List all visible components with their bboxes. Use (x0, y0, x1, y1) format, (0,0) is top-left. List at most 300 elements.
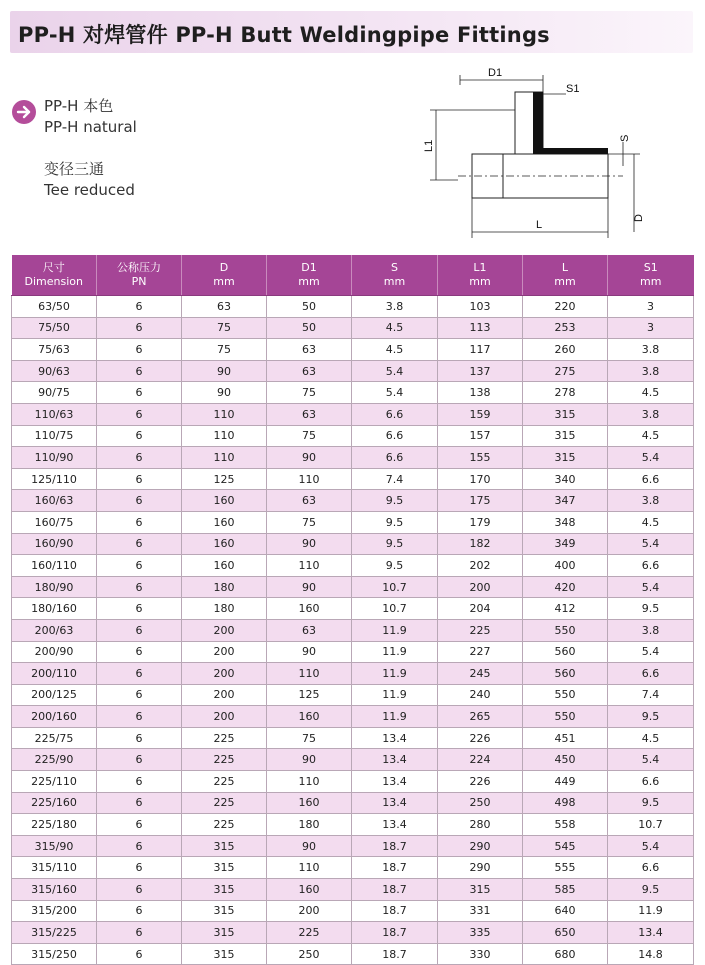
table-cell: 160 (182, 490, 267, 512)
table-row (12, 706, 694, 728)
table-cell: 110/75 (12, 425, 97, 447)
table-cell: 3 (608, 317, 694, 339)
arrow-right-circle-icon (12, 100, 36, 124)
table-cell: 75 (267, 382, 352, 404)
table-cell: 75 (267, 727, 352, 749)
table-cell: 6 (97, 663, 182, 685)
table-row (12, 857, 694, 879)
table-row (12, 641, 694, 663)
table-row (12, 468, 694, 490)
dim-label-l1: L1 (423, 139, 435, 152)
column-header-unit: mm (383, 275, 406, 288)
table-row (12, 576, 694, 598)
table-cell: 245 (438, 663, 523, 685)
table-cell: 200/110 (12, 663, 97, 685)
table-cell: 110/63 (12, 403, 97, 425)
column-header-unit: mm (554, 275, 576, 288)
table-cell: 6.6 (608, 771, 694, 793)
table-cell: 6 (97, 425, 182, 447)
table-cell: 200 (182, 619, 267, 641)
table-cell: 110 (182, 425, 267, 447)
table-cell: 225/110 (12, 771, 97, 793)
table-cell: 4.5 (608, 727, 694, 749)
column-header-label: S1 (643, 261, 658, 274)
table-cell: 280 (438, 814, 523, 836)
table-cell: 6 (97, 339, 182, 361)
table-cell: 18.7 (352, 835, 438, 857)
table-cell: 225/75 (12, 727, 97, 749)
column-header (267, 255, 352, 296)
table-cell: 90/63 (12, 360, 97, 382)
table-cell: 200/125 (12, 684, 97, 706)
table-cell: 315/110 (12, 857, 97, 879)
table-cell: 11.9 (352, 663, 438, 685)
table-cell: 4.5 (608, 511, 694, 533)
table-cell: 63 (267, 490, 352, 512)
product-info (44, 159, 135, 201)
table-row (12, 296, 694, 318)
table-row (12, 425, 694, 447)
table-row (12, 447, 694, 469)
material-label-cn: PP-H 本色 (44, 97, 114, 115)
table-cell: 202 (438, 555, 523, 577)
table-cell: 315 (523, 447, 608, 469)
table-cell: 6 (97, 555, 182, 577)
table-cell: 250 (438, 792, 523, 814)
table-cell: 400 (523, 555, 608, 577)
table-cell: 125/110 (12, 468, 97, 490)
table-cell: 6.6 (352, 447, 438, 469)
table-body (12, 296, 694, 965)
table-cell: 3.8 (608, 619, 694, 641)
column-header (352, 255, 438, 296)
table-cell: 110 (267, 771, 352, 793)
table-cell: 179 (438, 511, 523, 533)
table-row (12, 835, 694, 857)
table-cell: 160/90 (12, 533, 97, 555)
table-cell: 110 (267, 857, 352, 879)
table-cell: 75/63 (12, 339, 97, 361)
table-cell: 175 (438, 490, 523, 512)
table-cell: 75 (267, 425, 352, 447)
table-cell: 315 (523, 403, 608, 425)
table-row (12, 663, 694, 685)
table-cell: 4.5 (608, 425, 694, 447)
table-cell: 278 (523, 382, 608, 404)
table-cell: 110 (182, 403, 267, 425)
table-cell: 6 (97, 684, 182, 706)
table-cell: 50 (267, 296, 352, 318)
table-cell: 6.6 (608, 468, 694, 490)
table-cell: 6.6 (352, 425, 438, 447)
table-cell: 5.4 (608, 533, 694, 555)
table-cell: 6 (97, 317, 182, 339)
table-cell: 4.5 (608, 382, 694, 404)
table-cell: 200/90 (12, 641, 97, 663)
dim-label-d: D (633, 214, 645, 222)
table-cell: 226 (438, 771, 523, 793)
table-cell: 225 (182, 771, 267, 793)
column-header (12, 255, 97, 296)
table-cell: 110/90 (12, 447, 97, 469)
table-cell: 290 (438, 857, 523, 879)
column-header-label: 公称压力 (117, 261, 161, 274)
table-row (12, 900, 694, 922)
table-cell: 6 (97, 533, 182, 555)
table-cell: 558 (523, 814, 608, 836)
table-cell: 63 (182, 296, 267, 318)
table-cell: 3.8 (608, 490, 694, 512)
table-row (12, 879, 694, 901)
table-cell: 225/180 (12, 814, 97, 836)
table-cell: 347 (523, 490, 608, 512)
column-header-label: D1 (301, 261, 317, 274)
table-row (12, 403, 694, 425)
table-cell: 160/63 (12, 490, 97, 512)
table-cell: 11.9 (352, 641, 438, 663)
table-cell: 253 (523, 317, 608, 339)
table-cell: 18.7 (352, 900, 438, 922)
table-row (12, 814, 694, 836)
table-row (12, 555, 694, 577)
table-cell: 10.7 (608, 814, 694, 836)
table-cell: 680 (523, 943, 608, 965)
table-cell: 6.6 (608, 857, 694, 879)
table-cell: 110 (267, 555, 352, 577)
product-label-en: Tee reduced (44, 181, 135, 199)
column-header (182, 255, 267, 296)
table-row (12, 792, 694, 814)
table-cell: 260 (523, 339, 608, 361)
table-row (12, 511, 694, 533)
table-cell: 6 (97, 749, 182, 771)
table-row (12, 771, 694, 793)
column-header-label: L1 (473, 261, 487, 274)
table-cell: 225 (438, 619, 523, 641)
table-cell: 225 (267, 922, 352, 944)
table-cell: 6 (97, 576, 182, 598)
table-cell: 13.4 (352, 771, 438, 793)
table-cell: 240 (438, 684, 523, 706)
table-cell: 315 (182, 900, 267, 922)
table-cell: 180 (267, 814, 352, 836)
table-cell: 9.5 (352, 533, 438, 555)
table-cell: 160 (182, 555, 267, 577)
table-cell: 160 (182, 533, 267, 555)
table-cell: 6 (97, 879, 182, 901)
table-cell: 13.4 (352, 792, 438, 814)
table-cell: 412 (523, 598, 608, 620)
table-cell: 11.9 (352, 706, 438, 728)
column-header-label: 尺寸 (42, 261, 65, 274)
table-cell: 7.4 (608, 684, 694, 706)
table-cell: 160 (267, 879, 352, 901)
table-cell: 125 (267, 684, 352, 706)
table-cell: 7.4 (352, 468, 438, 490)
table-cell: 11.9 (352, 684, 438, 706)
table-cell: 3.8 (352, 296, 438, 318)
table-cell: 90 (267, 835, 352, 857)
table-cell: 225 (182, 727, 267, 749)
table-cell: 117 (438, 339, 523, 361)
table-cell: 125 (182, 468, 267, 490)
table-cell: 315 (182, 857, 267, 879)
table-cell: 90 (267, 641, 352, 663)
table-cell: 5.4 (352, 360, 438, 382)
column-header-unit: mm (640, 275, 662, 288)
table-cell: 5.4 (608, 447, 694, 469)
table-cell: 18.7 (352, 943, 438, 965)
table-cell: 6 (97, 727, 182, 749)
table-cell: 331 (438, 900, 523, 922)
table-cell: 265 (438, 706, 523, 728)
table-cell: 225/160 (12, 792, 97, 814)
dim-label-s1: S1 (566, 83, 580, 95)
table-cell: 315/90 (12, 835, 97, 857)
table-cell: 137 (438, 360, 523, 382)
column-header-unit: PN (131, 275, 147, 288)
table-cell: 275 (523, 360, 608, 382)
table-cell: 550 (523, 706, 608, 728)
table-cell: 498 (523, 792, 608, 814)
table-cell: 10.7 (352, 576, 438, 598)
table-cell: 315 (182, 943, 267, 965)
table-cell: 449 (523, 771, 608, 793)
table-cell: 90 (267, 447, 352, 469)
table-cell: 9.5 (608, 792, 694, 814)
table-cell: 157 (438, 425, 523, 447)
table-cell: 3.8 (608, 403, 694, 425)
table-cell: 11.9 (608, 900, 694, 922)
table-cell: 225 (182, 792, 267, 814)
table-cell: 550 (523, 619, 608, 641)
table-cell: 75 (182, 339, 267, 361)
table-cell: 6 (97, 641, 182, 663)
table-cell: 224 (438, 749, 523, 771)
table-cell: 200/63 (12, 619, 97, 641)
table-cell: 18.7 (352, 879, 438, 901)
table-cell: 5.4 (352, 382, 438, 404)
wall-thickness-top (543, 148, 608, 154)
table-cell: 585 (523, 879, 608, 901)
table-cell: 6 (97, 360, 182, 382)
table-cell: 335 (438, 922, 523, 944)
table-cell: 6 (97, 511, 182, 533)
table-cell: 90/75 (12, 382, 97, 404)
table-row (12, 598, 694, 620)
table-cell: 63 (267, 339, 352, 361)
table-cell: 180 (182, 598, 267, 620)
table-cell: 650 (523, 922, 608, 944)
table-cell: 50 (267, 317, 352, 339)
column-header-label: L (561, 261, 569, 274)
table-cell: 110 (182, 447, 267, 469)
table-cell: 6 (97, 490, 182, 512)
table-cell: 6.6 (608, 663, 694, 685)
table-row (12, 533, 694, 555)
dim-label-d1: D1 (488, 67, 503, 79)
column-header-unit: mm (298, 275, 320, 288)
column-header-unit: mm (469, 275, 491, 288)
table-cell: 200 (182, 641, 267, 663)
table-cell: 13.4 (352, 727, 438, 749)
material-label-en: PP-H natural (44, 118, 137, 136)
table-cell: 315/250 (12, 943, 97, 965)
table-cell: 6.6 (352, 403, 438, 425)
table-cell: 6 (97, 835, 182, 857)
table-cell: 6 (97, 792, 182, 814)
column-header (97, 255, 182, 296)
table-cell: 315 (182, 922, 267, 944)
table-cell: 180/90 (12, 576, 97, 598)
table-row (12, 749, 694, 771)
table-cell: 18.7 (352, 857, 438, 879)
table-cell: 63 (267, 360, 352, 382)
table-cell: 4.5 (352, 317, 438, 339)
table-cell: 225 (182, 814, 267, 836)
table-cell: 560 (523, 663, 608, 685)
table-cell: 451 (523, 727, 608, 749)
table-cell: 6 (97, 403, 182, 425)
table-cell: 160 (267, 792, 352, 814)
table-cell: 315 (438, 879, 523, 901)
page-title: PP-H 对焊管件 PP-H Butt Weldingpipe Fittings (18, 23, 550, 47)
table-cell: 6.6 (608, 555, 694, 577)
table-cell: 14.8 (608, 943, 694, 965)
table-cell: 160 (267, 598, 352, 620)
table-cell: 3.8 (608, 339, 694, 361)
table-cell: 3.8 (608, 360, 694, 382)
table-cell: 450 (523, 749, 608, 771)
table-cell: 159 (438, 403, 523, 425)
table-cell: 113 (438, 317, 523, 339)
tee-reduced-drawing (418, 62, 653, 240)
table-cell: 110 (267, 663, 352, 685)
table-cell: 5.4 (608, 749, 694, 771)
column-header-label: D (219, 261, 229, 274)
table-cell: 200/160 (12, 706, 97, 728)
table-row (12, 619, 694, 641)
table-cell: 420 (523, 576, 608, 598)
table-cell: 225 (182, 749, 267, 771)
table-cell: 75/50 (12, 317, 97, 339)
table-cell: 5.4 (608, 641, 694, 663)
table-cell: 11.9 (352, 619, 438, 641)
dim-label-s: S (619, 134, 631, 142)
column-header (523, 255, 608, 296)
table-cell: 160/110 (12, 555, 97, 577)
table-row (12, 727, 694, 749)
table-cell: 9.5 (608, 706, 694, 728)
column-header (608, 255, 694, 296)
table-row (12, 943, 694, 965)
table-cell: 6 (97, 857, 182, 879)
table-cell: 75 (267, 511, 352, 533)
table-cell: 6 (97, 468, 182, 490)
table-cell: 3 (608, 296, 694, 318)
table-cell: 90 (182, 382, 267, 404)
table-cell: 180/160 (12, 598, 97, 620)
table-cell: 5.4 (608, 576, 694, 598)
table-cell: 13.4 (608, 922, 694, 944)
table-cell: 6 (97, 447, 182, 469)
table-cell: 6 (97, 382, 182, 404)
table-cell: 200 (182, 684, 267, 706)
table-cell: 90 (267, 576, 352, 598)
column-header-unit: mm (213, 275, 235, 288)
table-cell: 110 (267, 468, 352, 490)
table-cell: 200 (182, 663, 267, 685)
material-info (44, 96, 137, 138)
table-cell: 315/200 (12, 900, 97, 922)
table-row (12, 490, 694, 512)
table-cell: 6 (97, 771, 182, 793)
table-cell: 250 (267, 943, 352, 965)
table-cell: 180 (182, 576, 267, 598)
table-cell: 550 (523, 684, 608, 706)
table-cell: 200 (182, 706, 267, 728)
table-cell: 9.5 (608, 879, 694, 901)
table-cell: 155 (438, 447, 523, 469)
table-cell: 13.4 (352, 814, 438, 836)
table-cell: 9.5 (352, 555, 438, 577)
table-cell: 10.7 (352, 598, 438, 620)
dim-label-l: L (536, 219, 543, 231)
product-label-cn: 变径三通 (44, 160, 105, 178)
column-header (438, 255, 523, 296)
table-cell: 220 (523, 296, 608, 318)
table-cell: 560 (523, 641, 608, 663)
table-cell: 225/90 (12, 749, 97, 771)
table-cell: 90 (267, 749, 352, 771)
table-cell: 204 (438, 598, 523, 620)
table-cell: 315/160 (12, 879, 97, 901)
table-cell: 170 (438, 468, 523, 490)
table-cell: 6 (97, 619, 182, 641)
table-cell: 18.7 (352, 922, 438, 944)
table-cell: 640 (523, 900, 608, 922)
table-cell: 75 (182, 317, 267, 339)
table-cell: 160/75 (12, 511, 97, 533)
table-cell: 6 (97, 900, 182, 922)
table-cell: 545 (523, 835, 608, 857)
table-cell: 348 (523, 511, 608, 533)
table-cell: 63/50 (12, 296, 97, 318)
table-cell: 290 (438, 835, 523, 857)
table-cell: 103 (438, 296, 523, 318)
table-cell: 9.5 (608, 598, 694, 620)
table-header-row (12, 255, 694, 296)
table-cell: 6 (97, 598, 182, 620)
table-cell: 6 (97, 296, 182, 318)
table-cell: 315/225 (12, 922, 97, 944)
table-cell: 9.5 (352, 511, 438, 533)
table-cell: 9.5 (352, 490, 438, 512)
table-cell: 6 (97, 943, 182, 965)
table-row (12, 382, 694, 404)
table-row (12, 360, 694, 382)
table-cell: 160 (267, 706, 352, 728)
table-cell: 200 (267, 900, 352, 922)
table-cell: 13.4 (352, 749, 438, 771)
table-cell: 63 (267, 619, 352, 641)
table-cell: 160 (182, 511, 267, 533)
table-cell: 90 (267, 533, 352, 555)
table-cell: 200 (438, 576, 523, 598)
column-header-unit: Dimension (24, 275, 83, 288)
table-cell: 349 (523, 533, 608, 555)
table-cell: 6 (97, 814, 182, 836)
